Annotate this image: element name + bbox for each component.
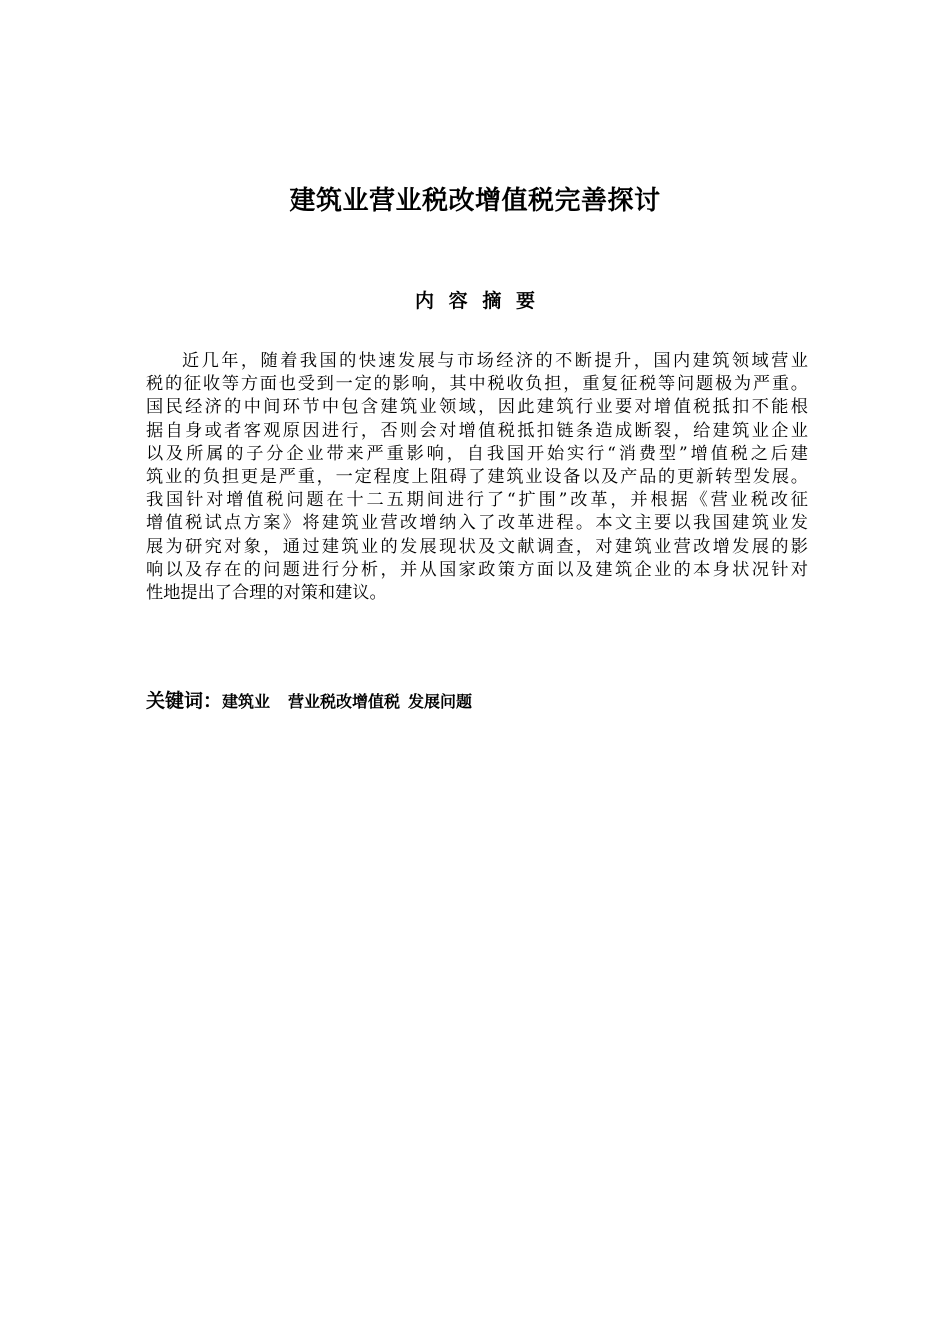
abstract-body [146, 350, 808, 605]
abstract-line: 筑业的负担更是严重，一定程度上阻碍了建筑业设备以及产品的更新转型发展。 [146, 467, 808, 488]
abstract-line: 响以及存在的问题进行分析，并从国家政策方面以及建筑企业的本身状况针对 [146, 559, 808, 580]
keyword: 建筑业 [222, 692, 271, 711]
abstract-heading-char: 摘 [482, 290, 502, 312]
abstract-line: 税的征收等方面也受到一定的影响，其中税收负担，重复征税等问题极为严重。 [146, 374, 808, 395]
abstract-heading-char: 内 [415, 290, 435, 312]
document-title: 建筑业营业税改增值税完善探讨 [289, 186, 661, 216]
abstract-line: 增值税试点方案》将建筑业营改增纳入了改革进程。本文主要以我国建筑业发 [146, 513, 808, 534]
abstract-line: 据自身或者客观原因进行，否则会对增值税抵扣链条造成断裂，给建筑业企业 [146, 420, 808, 441]
keyword: 发展问题 [408, 692, 473, 711]
abstract-line: 展为研究对象，通过建筑业的发展现状及文献调查，对建筑业营改增发展的影 [146, 536, 808, 557]
abstract-heading-char: 容 [448, 290, 468, 312]
keywords-row [146, 686, 808, 713]
abstract-line: 性地提出了合理的对策和建议。 [146, 583, 387, 604]
keyword: 营业税改增值税 [288, 692, 401, 711]
abstract-heading [0, 288, 950, 314]
abstract-line: 我国针对增值税问题在十二五期间进行了“扩围”改革，并根据《营业税改征 [146, 490, 808, 511]
abstract-line: 以及所属的子分企业带来严重影响，自我国开始实行“消费型”增值税之后建 [146, 443, 808, 464]
abstract-line: 近几年，随着我国的快速发展与市场经济的不断提升，国内建筑领域营业 [182, 351, 808, 371]
keywords-label: 关键词： [146, 690, 223, 712]
abstract-line: 国民经济的中间环节中包含建筑业领域，因此建筑行业要对增值税抵扣不能根 [146, 397, 808, 418]
abstract-heading-char: 要 [515, 290, 535, 312]
